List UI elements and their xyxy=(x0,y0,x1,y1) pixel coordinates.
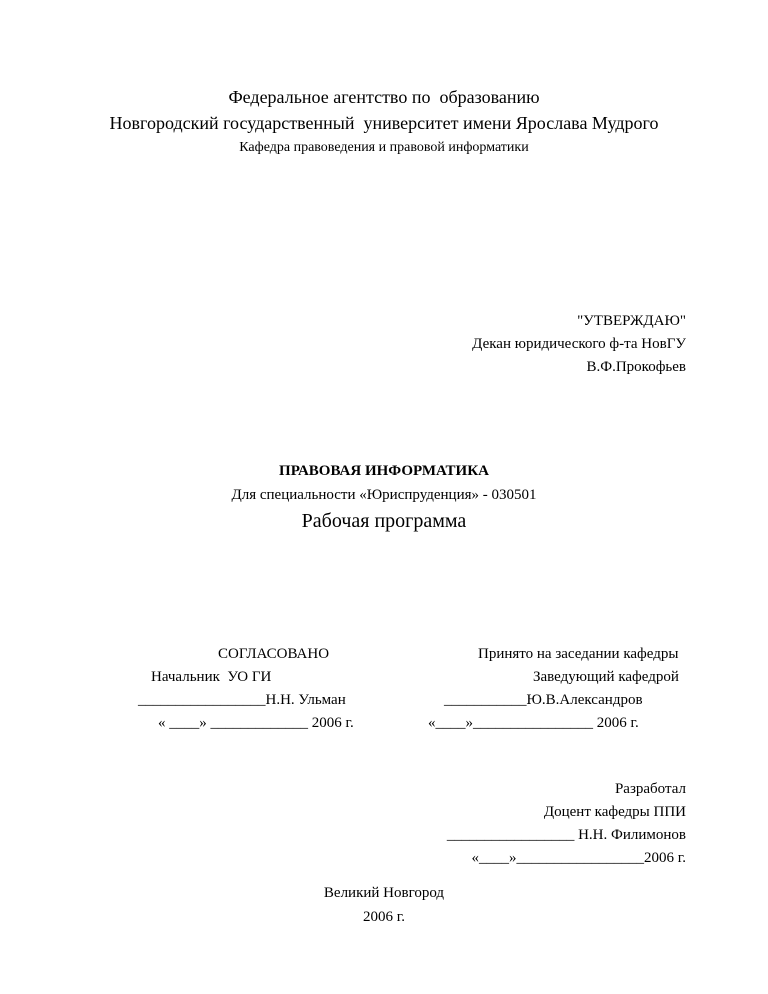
agreed-position: Начальник УО ГИ xyxy=(151,669,272,685)
developer-date: «____»_________________2006 г. xyxy=(471,850,686,866)
approval-position: Декан юридического ф-та НовГУ xyxy=(472,336,686,352)
accepted-title: Принято на заседании кафедры xyxy=(478,646,679,662)
developer-position: Доцент кафедры ППИ xyxy=(543,804,686,820)
university-line: Новгородский государственный университет имени Ярослава Мудрого xyxy=(109,113,659,133)
agreed-signature: _________________Н.Н. Ульман xyxy=(138,692,346,708)
course-name: ПРАВОВАЯ ИНФОРМАТИКА xyxy=(279,463,489,479)
city-line: Великий Новгород xyxy=(323,885,445,901)
year-line: 2006 г. xyxy=(363,909,405,925)
accepted-signature: ___________Ю.В.Александров xyxy=(444,692,643,708)
developer-signature: _________________ Н.Н. Филимонов xyxy=(446,827,686,843)
agency-line: Федеральное агентство по образованию xyxy=(228,87,540,107)
accepted-date: «____»________________ 2006 г. xyxy=(428,715,639,731)
accepted-position: Заведующий кафедрой xyxy=(533,669,679,685)
course-specialty: Для специальности «Юриспруденция» - 030501 xyxy=(231,487,537,503)
developer-title: Разработал xyxy=(614,781,686,797)
agreed-date: « ____» _____________ 2006 г. xyxy=(158,715,354,731)
agreed-title: СОГЛАСОВАНО xyxy=(218,646,330,662)
approval-title: "УТВЕРЖДАЮ" xyxy=(577,313,686,329)
approval-name: В.Ф.Прокофьев xyxy=(586,359,686,375)
document-type: Рабочая программа xyxy=(301,510,467,532)
department-line: Кафедра правоведения и правовой информатики xyxy=(239,140,529,155)
